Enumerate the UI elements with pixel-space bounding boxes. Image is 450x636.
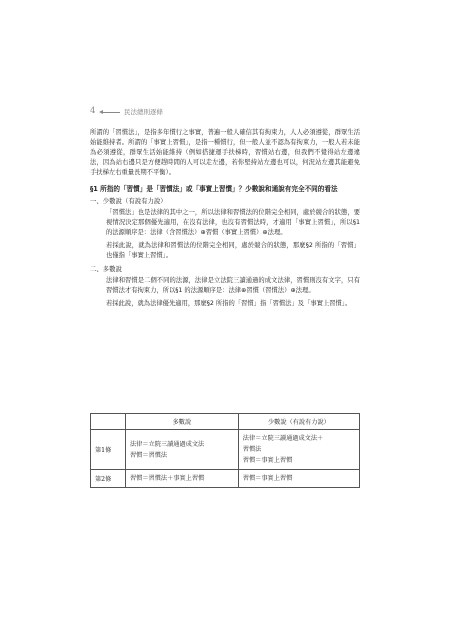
- table-header-row: [91, 414, 360, 430]
- minority-paragraph-1: 「習慣法」也是法律的其中之一，所以法律和習慣法的位階完全相同，處於競合的狀態，要視情況決定那個優先適用，在沒有法律，也沒有習慣法時，才適用「事實上習慣」，所以§1 的法源順序是：法律（含習慣法）⊕習慣（事實上習慣）⊕法理。: [106, 209, 360, 236]
- minority-heading: 一、少數說（有說有力說）: [90, 197, 167, 205]
- majority-block: [90, 276, 360, 309]
- table-cell: [126, 430, 239, 470]
- arrow-left-icon: [102, 112, 120, 113]
- table-cell: [126, 470, 239, 488]
- table-cell: [238, 430, 359, 470]
- chapter-title: 民法總則逐條: [124, 108, 163, 116]
- page-header: [90, 106, 360, 118]
- page-number: 4: [90, 106, 96, 116]
- table-header-cell: [91, 414, 126, 430]
- majority-paragraph-2: 若採此說，就為法律優先適用，那麼§2 所指的「習慣」指「習慣法」及「事實上習慣」。: [106, 300, 352, 307]
- cell-line: 法律＝立院三讀通過成文法: [130, 440, 205, 448]
- cell-line: 習慣＝事實上習慣: [242, 475, 293, 482]
- comparison-table: [90, 413, 360, 488]
- row-label: 第2條: [91, 470, 126, 488]
- table-cell: [238, 470, 359, 488]
- cell-line: 習慣＝習慣法: [130, 451, 168, 459]
- table-row: [91, 430, 360, 470]
- minority-block: [90, 208, 360, 261]
- question-heading: §1 所指的「習慣」是「習慣法」或「事實上習慣」？少數說和通說有完全不同的看法: [90, 185, 338, 193]
- body-text: [90, 128, 360, 312]
- majority-heading: 二、多數說: [90, 265, 122, 273]
- table-header-cell: 多數說: [126, 414, 239, 430]
- table-header-cell: 少數說（有說有力說）: [238, 414, 359, 430]
- cell-line: 習慣＝習慣法＋事實上習慣: [130, 475, 205, 482]
- cell-line: 習慣＝事實上習慣: [242, 457, 293, 464]
- majority-paragraph-1: 法律和習慣是二個不同的法源，法律是立法院三讀通過的成文法律，習慣則沒有文字，只有習慣法才有拘束力，所以§1 的法源順序是：法律⊕習慣（習慣法）⊕法理。: [106, 277, 360, 294]
- minority-paragraph-2: 若採此說，就為法律和習慣法的位階完全相同，處於競合的狀態，那麼§2 所指的「習慣」也僅指「事實上習慣」。: [106, 242, 360, 259]
- intro-paragraph: 所謂的「習慣法」，是指多年慣行之事實，普遍一般人確信其有拘束力，人人必須遵從，群眾生活始能維持者。所謂的「事實上習慣」，是指一種慣行，但一般人並不認為有拘束力，一般人若未能為必須遵從，群眾生活始能維持（例如搭捷運手扶梯時，習慣站右邊，但我們不覺得站左邊違法，因為站右邊只是方便趕時間的人可以走左邊，若你堅持站左邊也可以，何況站左邊其能避免手扶梯左右重量長期不平衡）。: [90, 129, 360, 176]
- table-row: [91, 470, 360, 488]
- cell-line: 法律＝立院三讀通過成文法＋: [242, 435, 324, 442]
- cell-line: 習慣法: [242, 446, 262, 453]
- row-label: 第1條: [91, 430, 126, 470]
